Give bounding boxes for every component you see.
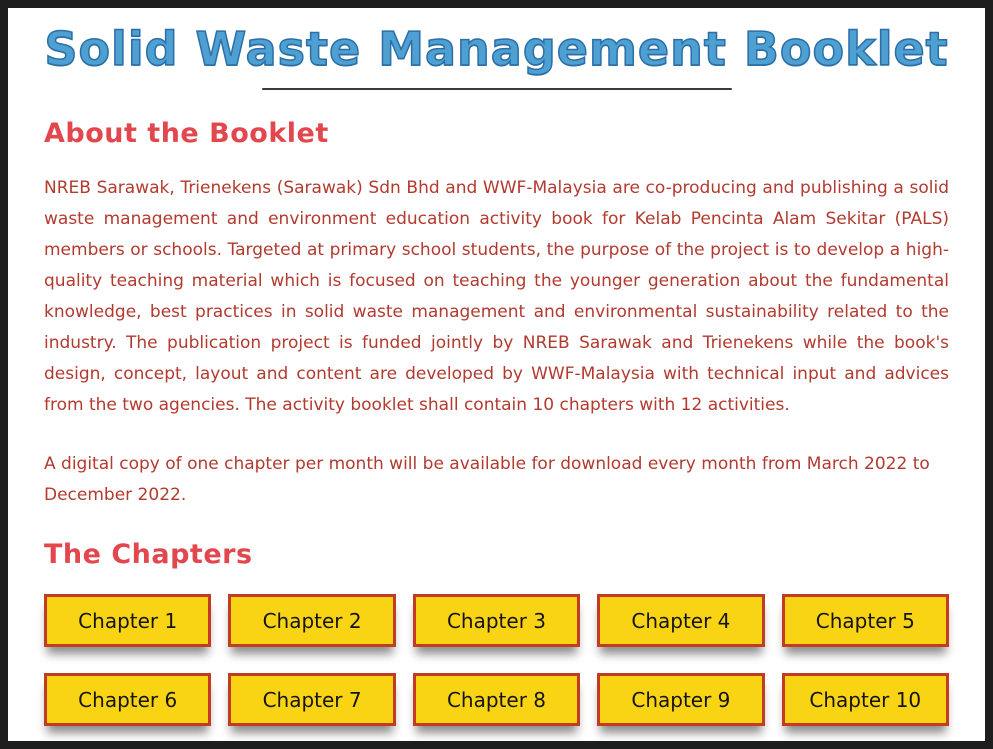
- about-heading: About the Booklet: [44, 118, 329, 149]
- chapter-button-1[interactable]: Chapter 1: [44, 594, 211, 647]
- chapter-button-8[interactable]: Chapter 8: [413, 673, 580, 726]
- chapters-grid: [44, 594, 949, 726]
- chapter-button-7[interactable]: Chapter 7: [228, 673, 395, 726]
- page-content: [8, 118, 985, 726]
- title-underline-divider: [262, 88, 732, 90]
- chapter-button-3[interactable]: Chapter 3: [413, 594, 580, 647]
- chapter-button-6[interactable]: Chapter 6: [44, 673, 211, 726]
- chapter-button-9[interactable]: Chapter 9: [597, 673, 764, 726]
- chapter-button-5[interactable]: Chapter 5: [782, 594, 949, 647]
- page-title: Solid Waste Management Booklet: [44, 22, 949, 76]
- chapter-button-2[interactable]: Chapter 2: [228, 594, 395, 647]
- about-paragraph-1: NREB Sarawak, Trienekens (Sarawak) Sdn Bhd and WWF-Malaysia are co-producing and publishing a solid waste management and environment education activity book for Kelab Pencinta Alam Sekitar (PALS) members or schools. Targeted at primary school students, the purpose of the project is to develop a high-quality teaching material which is focused on teaching the younger generation about the fundamental knowledge, best practices in solid waste management and environmental sustainability related to the industry. The publication project is funded jointly by NREB Sarawak and Trienekens while the book's design, concept, layout and content are developed by WWF-Malaysia with technical input and advices from the two agencies. The activity booklet shall contain 10 chapters with 12 activities.: [44, 178, 949, 415]
- chapter-button-10[interactable]: Chapter 10: [782, 673, 949, 726]
- about-paragraph-2: A digital copy of one chapter per month will be available for download every month from March 2022 to December 2022.: [44, 454, 930, 505]
- chapter-button-4[interactable]: Chapter 4: [597, 594, 764, 647]
- chapters-heading: The Chapters: [44, 539, 253, 570]
